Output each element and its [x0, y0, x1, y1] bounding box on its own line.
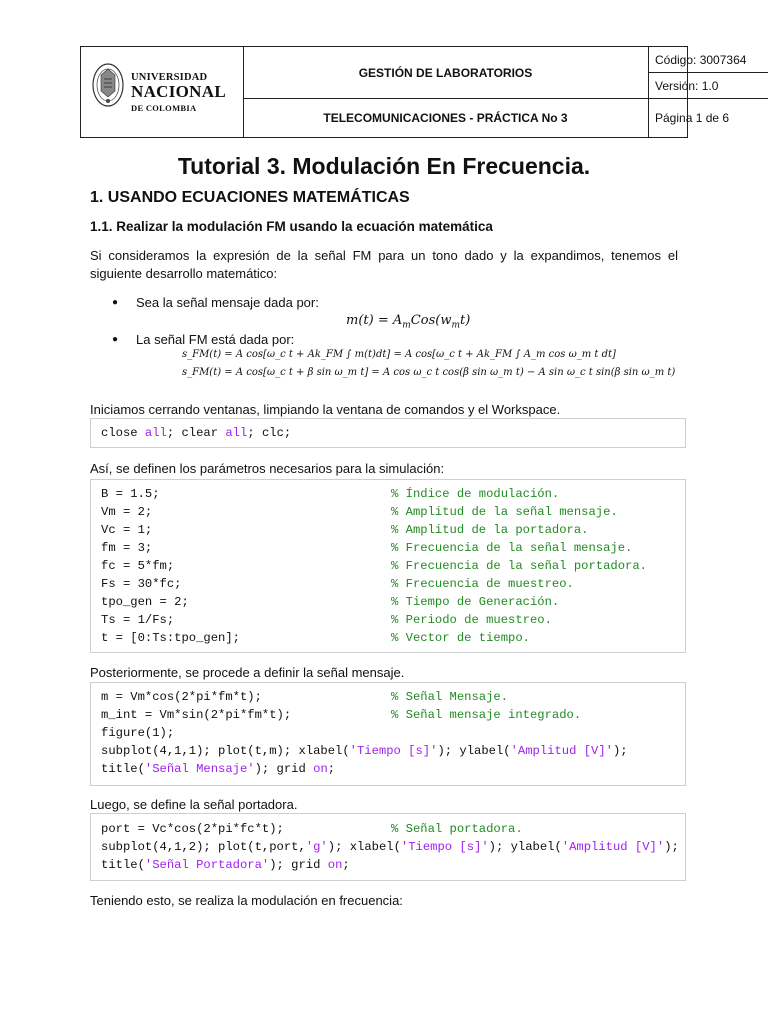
code-line: Fs = 30*fc;: [101, 577, 182, 591]
code-line: title('Señal Mensaje'); grid on;: [101, 762, 336, 776]
code-block-close: [90, 418, 686, 448]
code-line: t = [0:Ts:tpo_gen];: [101, 631, 240, 645]
code-comment: % Índice de modulación.: [391, 487, 560, 501]
header-meta: [649, 47, 768, 137]
header-page: Página 1 de 6: [655, 111, 730, 125]
code-block-message: [90, 682, 686, 786]
code-line: title('Señal Portadora'); grid on;: [101, 858, 350, 872]
code-line: Ts = 1/Fs;: [101, 613, 175, 627]
section-heading: 1. USANDO ECUACIONES MATEMÁTICAS: [90, 189, 410, 206]
code-line: m_int = Vm*sin(2*pi*fm*t);: [101, 708, 292, 722]
code-line: fm = 3;: [101, 541, 153, 555]
logo-text-line3: DE COLOMBIA: [131, 103, 197, 113]
code-comment: % Señal Mensaje.: [391, 690, 509, 704]
paragraph-params: Así, se definen los parámetros necesarios para la simulación:: [90, 461, 445, 476]
code-block-params: [90, 479, 686, 653]
code-comment: % Señal mensaje integrado.: [391, 708, 582, 722]
fm-equation-2: s_FM(t) = A cos[ω_c t + β sin ω_m t] = A cos ω_c t cos(β sin ω_m t) − A sin ω_c t sin(β sin ω_m t): [182, 367, 676, 378]
code-comment: % Señal portadora.: [391, 822, 523, 836]
logo-text-line2: NACIONAL: [131, 82, 226, 101]
code-comment: % Tiempo de Generación.: [391, 595, 560, 609]
bullet-fm: La señal FM está dada por:: [136, 332, 295, 347]
code-line: subplot(4,1,2); plot(t,port,'g'); xlabel('Tiempo [s]'); ylabel('Amplitud [V]');: [101, 840, 679, 854]
paragraph-modulation: Teniendo esto, se realiza la modulación en frecuencia:: [90, 893, 403, 908]
code-comment: % Frecuencia de la señal portadora.: [391, 559, 647, 573]
university-logo: [81, 47, 244, 137]
header-code: Código: 3007364: [649, 47, 768, 73]
code-comment: % Vector de tiempo.: [391, 631, 530, 645]
paragraph-close: Iniciamos cerrando ventanas, limpiando la ventana de comandos y el Workspace.: [90, 402, 561, 417]
header-version: Versión: 1.0: [649, 73, 768, 99]
document-title: Tutorial 3. Modulación En Frecuencia.: [177, 153, 591, 179]
code-line: m = Vm*cos(2*pi*fm*t);: [101, 690, 262, 704]
code-line: figure(1);: [101, 726, 175, 740]
code-line: close all; clear all; clc;: [101, 426, 292, 440]
code-line: port = Vc*cos(2*pi*fc*t);: [101, 822, 284, 836]
code-comment: % Frecuencia de muestreo.: [391, 577, 574, 591]
intro-paragraph: Si consideramos la expresión de la señal FM para un tono dado y la expandimos, tenemos el siguiente desarrollo matemático:: [90, 248, 678, 281]
logo-text-line1: UNIVERSIDAD: [131, 72, 208, 83]
paragraph-carrier: Luego, se define la señal portadora.: [90, 797, 298, 812]
code-comment: % Frecuencia de la señal mensaje.: [391, 541, 633, 555]
code-line: subplot(4,1,1); plot(t,m); xlabel('Tiempo [s]'); ylabel('Amplitud [V]');: [101, 744, 628, 758]
header-office: GESTIÓN DE LABORATORIOS: [243, 47, 649, 99]
document-header: [80, 46, 747, 138]
fm-equation-1: s_FM(t) = A cos[ω_c t + Ak_FM ∫ m(t)dt] = A cos[ω_c t + Ak_FM ∫ A_m cos ω_m t dt]: [182, 349, 616, 360]
code-line: Vc = 1;: [101, 523, 153, 537]
code-line: tpo_gen = 2;: [101, 595, 189, 609]
message-equation: $m(t) = A_mCos(w_mt)$: [346, 313, 471, 331]
subsection-heading: 1.1. Realizar la modulación FM usando la ecuación matemática: [90, 219, 493, 234]
code-line: fc = 5*fm;: [101, 559, 175, 573]
paragraph-message: Posteriormente, se procede a definir la señal mensaje.: [90, 665, 405, 680]
bullet-icon: ●: [112, 297, 119, 308]
code-line: Vm = 2;: [101, 505, 153, 519]
header-subject: TELECOMUNICACIONES - PRÁCTICA No 3: [243, 99, 649, 137]
university-seal-icon: [91, 61, 125, 109]
code-comment: % Amplitud de la portadora.: [391, 523, 589, 537]
code-comment: % Periodo de muestreo.: [391, 613, 552, 627]
bullet-icon: ●: [112, 334, 119, 345]
code-line: B = 1.5;: [101, 487, 160, 501]
code-comment: % Amplitud de la señal mensaje.: [391, 505, 618, 519]
code-block-carrier: [90, 813, 686, 881]
bullet-message: Sea la señal mensaje dada por:: [136, 295, 319, 310]
